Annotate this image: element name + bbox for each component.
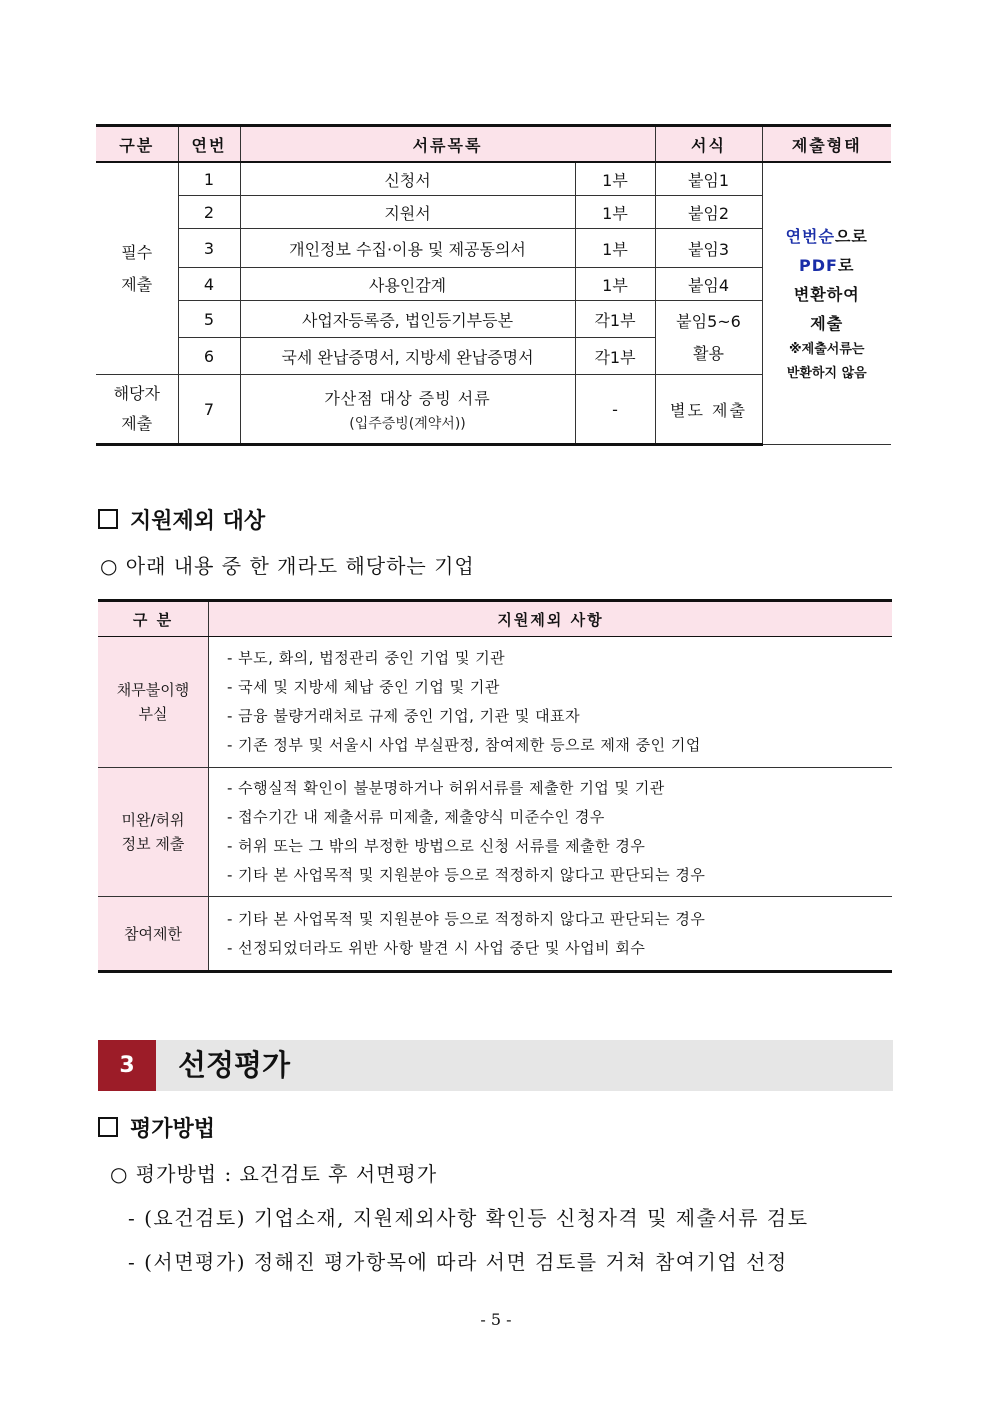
document-list-table	[96, 124, 891, 446]
header-form: 서식	[655, 126, 762, 163]
list-item: - 기타 본 사업목적 및 지원분야 등으로 적정하지 않다고 판단되는 경우	[227, 866, 706, 884]
row-quantity: -	[575, 375, 655, 445]
row-number: 2	[178, 196, 240, 229]
table-row	[98, 897, 892, 972]
row-quantity: 1부	[575, 229, 655, 268]
list-item: - 선정되었더라도 위반 사항 발견 시 사업 중단 및 사업비 회수	[227, 938, 646, 957]
section-number: 3	[98, 1040, 156, 1091]
row-number: 4	[178, 268, 240, 301]
row-document-main: 가산점 대상 증빙 서류	[324, 388, 491, 408]
category-cell: 미완/허위 정보 제출	[98, 768, 209, 897]
evaluation-heading	[98, 1112, 215, 1143]
items-cell	[209, 897, 893, 972]
row-document: 국세 완납증명서, 지방세 완납증명서	[240, 338, 575, 375]
submit-convert-text: 변환하여	[793, 284, 860, 304]
table-row	[98, 768, 892, 897]
row-quantity: 각1부	[575, 338, 655, 375]
row-quantity: 각1부	[575, 301, 655, 338]
section-title: 선정평가	[178, 1048, 291, 1082]
header-exclusion-items: 지원제외 사항	[209, 601, 893, 637]
header-number: 연번	[178, 126, 240, 163]
group-required: 필수 제출	[96, 162, 178, 375]
header-document-list: 서류목록	[240, 126, 655, 163]
list-item: - 국세 및 지방세 체납 중인 기업 및 기관	[227, 678, 500, 696]
header-category: 구 분	[98, 601, 209, 637]
exclusion-table	[98, 599, 892, 973]
header-submit-type: 제출형태	[762, 126, 891, 163]
row-document: 신청서	[240, 162, 575, 196]
submit-pdf-suffix: 로	[837, 255, 855, 275]
exclusion-heading	[98, 504, 265, 535]
list-item: - 접수기간 내 제출서류 미제출, 제출양식 미준수인 경우	[227, 808, 605, 826]
row-form: 붙임5~6 활용	[655, 301, 762, 375]
square-bullet-icon	[98, 1117, 118, 1137]
evaluation-heading-text: 평가방법	[130, 1117, 216, 1142]
category-cell: 참여제한	[98, 897, 209, 972]
submit-text: 제출	[810, 313, 844, 333]
row-document: 사업자등록증, 법인등기부등본	[240, 301, 575, 338]
evaluation-review-line: - (요건검토) 기업소재, 지원제외사항 확인등 신청자격 및 제출서류 검토	[128, 1206, 809, 1230]
row-document: 지원서	[240, 196, 575, 229]
category-cell: 채무불이행 부실	[98, 637, 209, 768]
exclusion-bullet: ○ 아래 내용 중 한 개라도 해당하는 기업	[100, 554, 475, 578]
list-item: - 허위 또는 그 밖의 부정한 방법으로 신청 서류를 제출한 경우	[227, 837, 646, 855]
evaluation-document-line: - (서면평가) 정해진 평가항목에 따라 서면 검토를 거쳐 참여기업 선정	[128, 1250, 788, 1274]
submit-note-2: 반환하지 않음	[786, 365, 867, 381]
list-item: - 기타 본 사업목적 및 지원분야 등으로 적정하지 않다고 판단되는 경우	[227, 909, 706, 928]
square-bullet-icon	[98, 509, 118, 529]
row-document: 사용인감계	[240, 268, 575, 301]
submit-order-text: 연번순	[785, 226, 835, 246]
row-document-sub: (입주증빙(계약서))	[349, 415, 466, 432]
row-number: 3	[178, 229, 240, 268]
row-quantity: 1부	[575, 162, 655, 196]
items-cell	[209, 768, 893, 897]
list-item: - 부도, 화의, 법정관리 중인 기업 및 기관	[227, 649, 506, 667]
row-number: 6	[178, 338, 240, 375]
row-number: 5	[178, 301, 240, 338]
page-number: - 5 -	[480, 1310, 512, 1329]
row-quantity: 1부	[575, 268, 655, 301]
submit-pdf-text: PDF	[799, 255, 838, 275]
row-form: 별도 제출	[655, 375, 762, 445]
row-form: 붙임1	[655, 162, 762, 196]
list-item: - 기존 정부 및 서울시 사업 부실판정, 참여제한 등으로 제재 중인 기업	[227, 736, 701, 754]
items-cell	[209, 637, 893, 768]
submit-order-suffix: 으로	[834, 226, 868, 246]
evaluation-method-line: ○ 평가방법 : 요건검토 후 서면평가	[110, 1162, 438, 1186]
row-number: 7	[178, 375, 240, 445]
table-row	[96, 162, 891, 196]
header-category: 구분	[96, 126, 178, 163]
row-quantity: 1부	[575, 196, 655, 229]
row-number: 1	[178, 162, 240, 196]
table-row	[98, 637, 892, 768]
exclusion-heading-text: 지원제외 대상	[130, 509, 266, 534]
group-optional: 해당자 제출	[96, 375, 178, 445]
list-item: - 금융 불량거래처로 규제 중인 기업, 기관 및 대표자	[227, 707, 581, 725]
row-form: 붙임4	[655, 268, 762, 301]
submit-note-1: ※제출서류는	[789, 341, 865, 357]
list-item: - 수행실적 확인이 불분명하거나 허위서류를 제출한 기업 및 기관	[227, 779, 665, 797]
row-form: 붙임3	[655, 229, 762, 268]
section-banner	[98, 1040, 893, 1091]
submit-type-cell	[762, 162, 891, 445]
row-document: 개인정보 수집·이용 및 제공동의서	[240, 229, 575, 268]
row-document	[240, 375, 575, 445]
row-form: 붙임2	[655, 196, 762, 229]
